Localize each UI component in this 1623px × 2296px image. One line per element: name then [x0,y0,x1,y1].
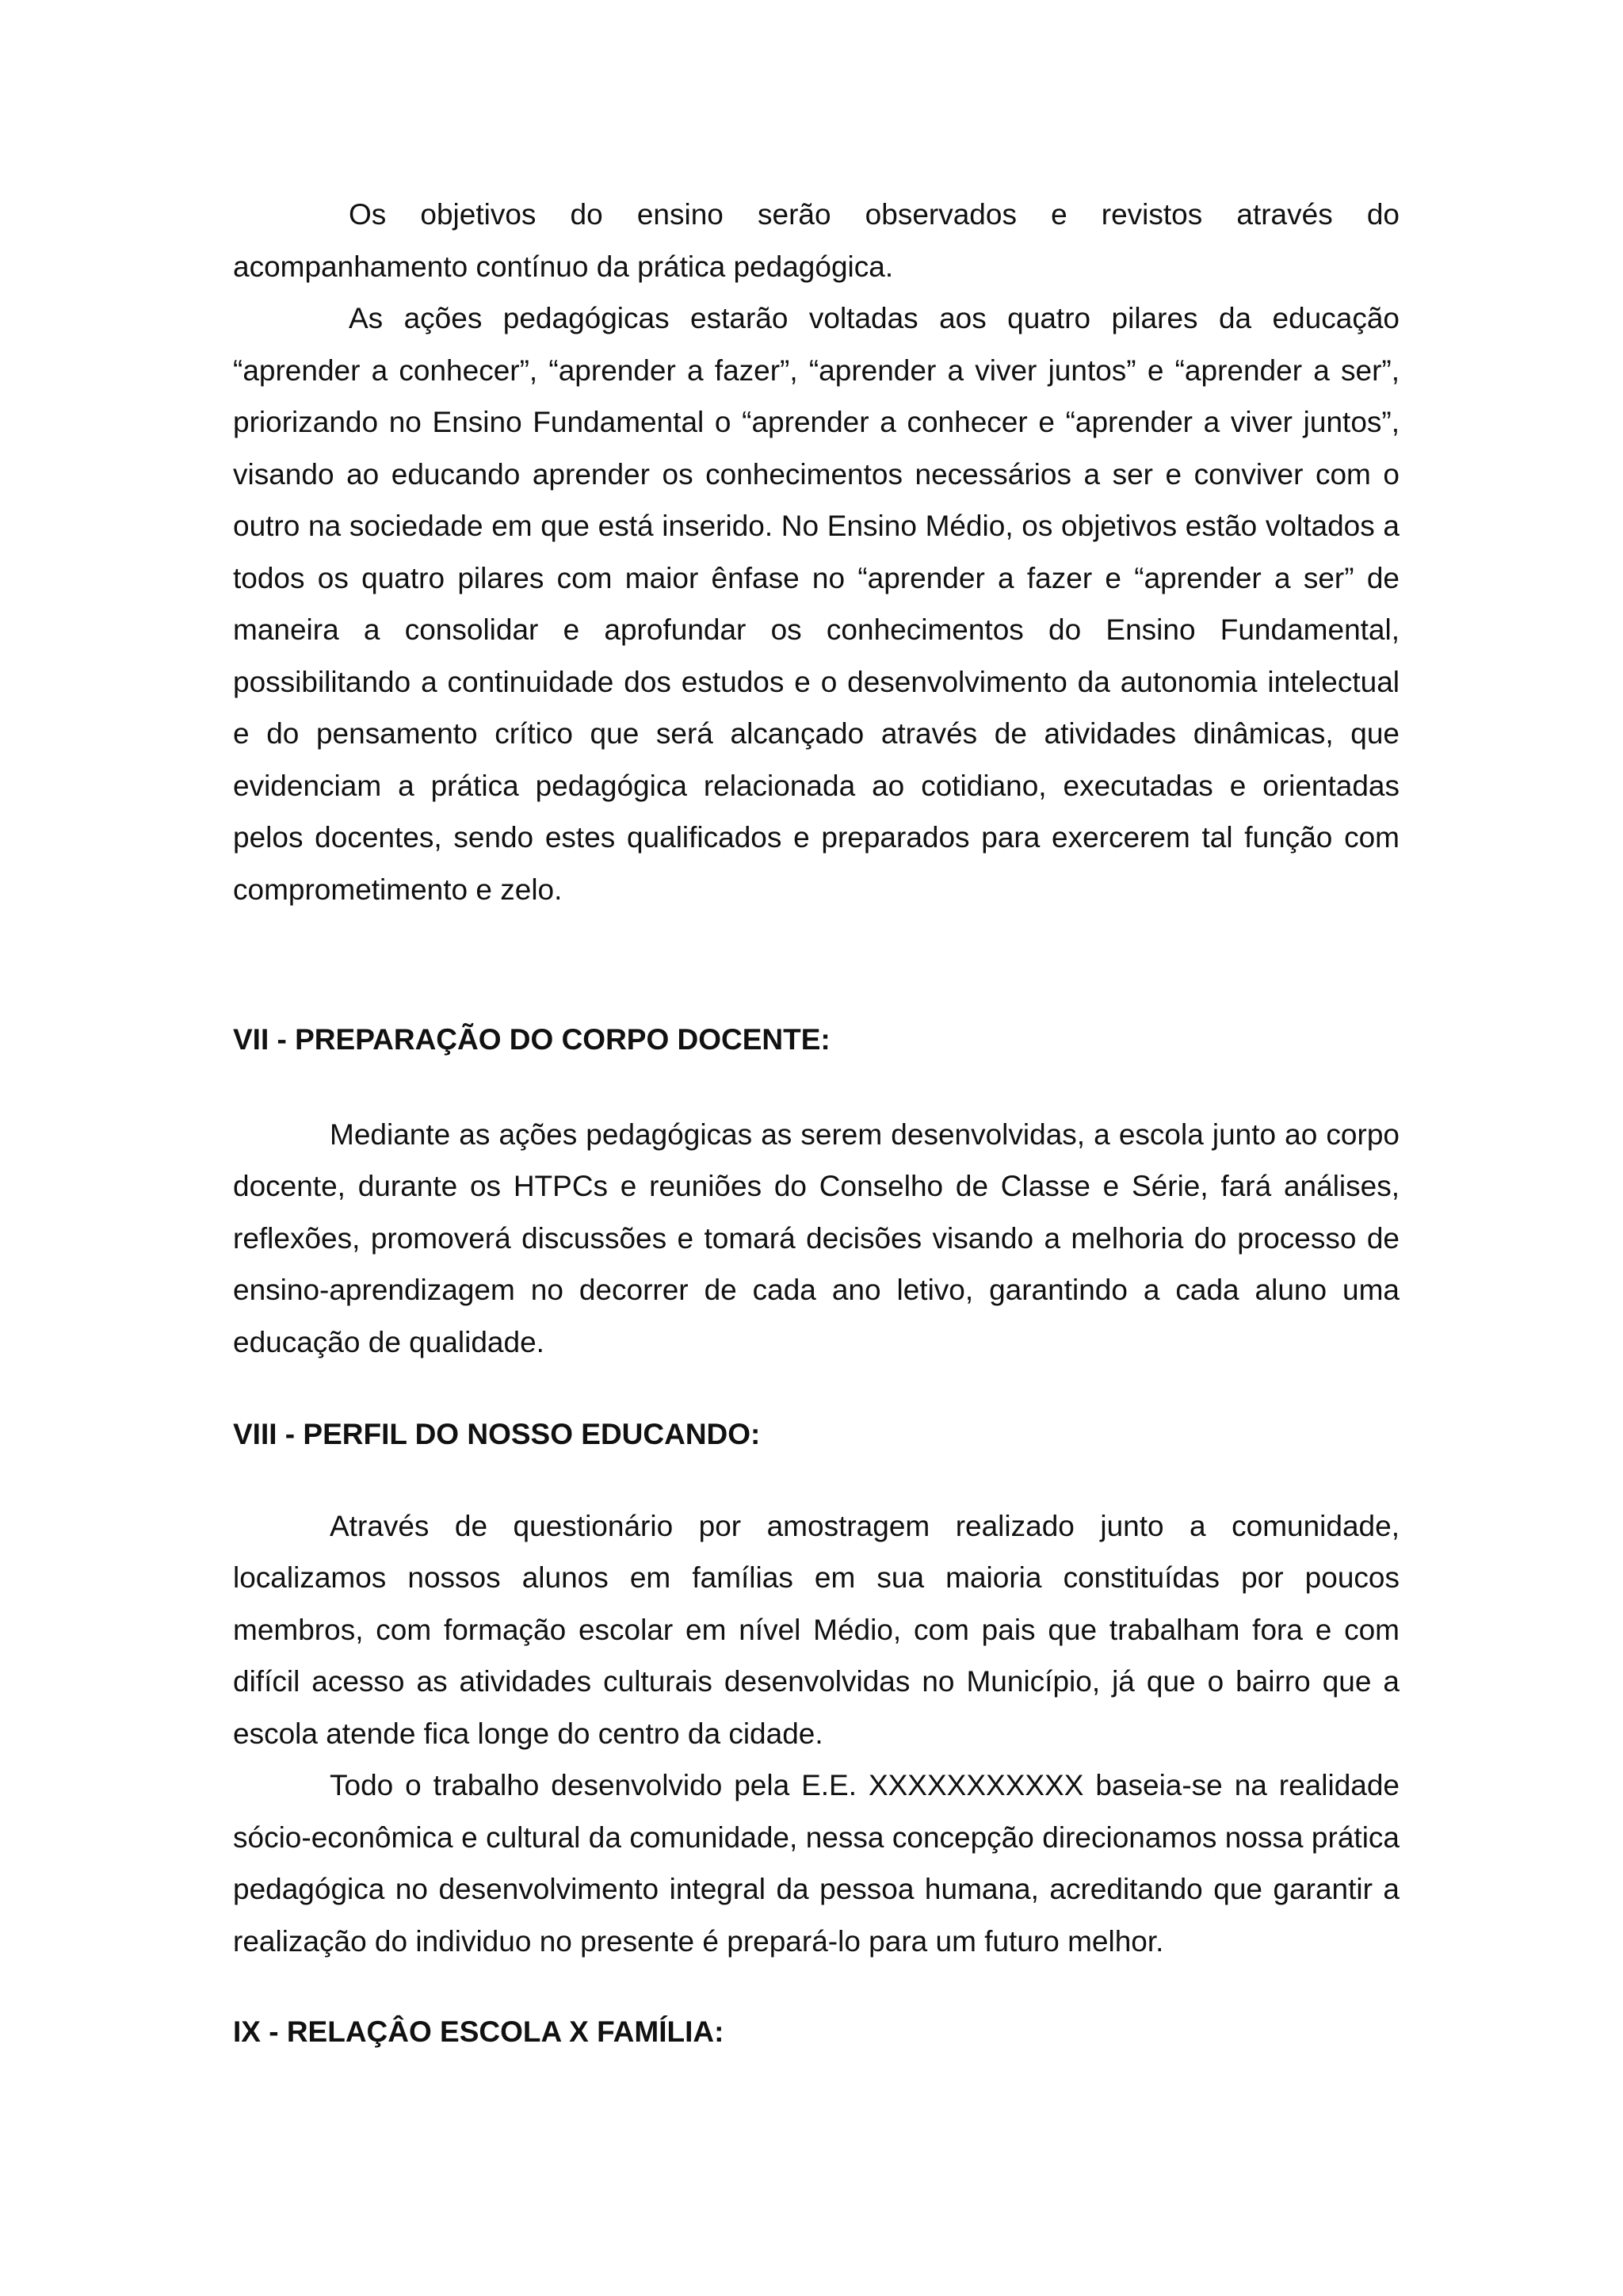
paragraph-teacher-preparation: Mediante as ações pedagógicas as serem desenvolvidas, a escola junto ao corpo docente, durante os HTPCs e reuniões do Conselho de Classe e Série, fará análises, reflexões, promoverá discussões e tomará decisões visando a melhoria do processo de ensino-aprendizagem no decorrer de cada ano letivo, garantindo a cada aluno uma educação de qualidade. [233,1117,1400,1358]
paragraph-student-profile: Através de questionário por amostragem realizado junto a comunidade, localizamos nossos alunos em famílias em sua maioria constituídas por poucos membros, com formação escolar em nível Médio, com pais que trabalham fora e com difícil acesso as atividades culturais desenvolvidas no Município, já que o bairro que a escola atende fica longe do centro da cidade. [233,1509,1400,1750]
paragraph-pedagogical-actions: As ações pedagógicas estarão voltadas aos quatro pilares da educação “aprender a conhecer”, “aprender a fazer”, “aprender a viver juntos” e “aprender a ser”, priorizando no Ensino Fundamental o “aprender a conhecer e “aprender a viver juntos”, visando ao educando aprender os conhecimentos necessários a ser e conviver com o outro na sociedade em que está inserido. No Ensino Médio, os objetivos estão voltados a todos os quatro pilares com maior ênfase no “aprender a fazer e “aprender a ser” de maneira a consolidar e aprofundar os conhecimentos do Ensino Fundamental, possibilitando a continuidade dos estudos e o desenvolvimento da autonomia intelectual e do pensamento crítico que será alcançado através de atividades dinâmicas, que evidenciam a prática pedagógica relacionada ao cotidiano, executadas e orientadas pelos docentes, sendo estes qualificados e preparados para exercerem tal função com comprometimento e zelo. [233,302,1400,906]
section-heading-ix: IX - RELAÇÂO ESCOLA X FAMÍLIA: [233,2015,724,2048]
paragraph-objectives: Os objetivos do ensino serão observados e revistos através do acompanhamento contínuo da prática pedagógica. [233,198,1400,283]
section-heading-viii: VIII - PERFIL DO NOSSO EDUCANDO: [233,1418,761,1450]
document-page [233,189,1400,2058]
paragraph-school-work: Todo o trabalho desenvolvido pela E.E. XXXXXXXXXXX baseia-se na realidade sócio-econômica e cultural da comunidade, nessa concepção direcionamos nossa prática pedagógica no desenvolvimento integral da pessoa humana, acreditando que garantir a realização do individuo no presente é prepará-lo para um futuro melhor. [233,1769,1400,1958]
section-heading-vii: VII - PREPARAÇÃO DO CORPO DOCENTE: [233,1023,831,1056]
